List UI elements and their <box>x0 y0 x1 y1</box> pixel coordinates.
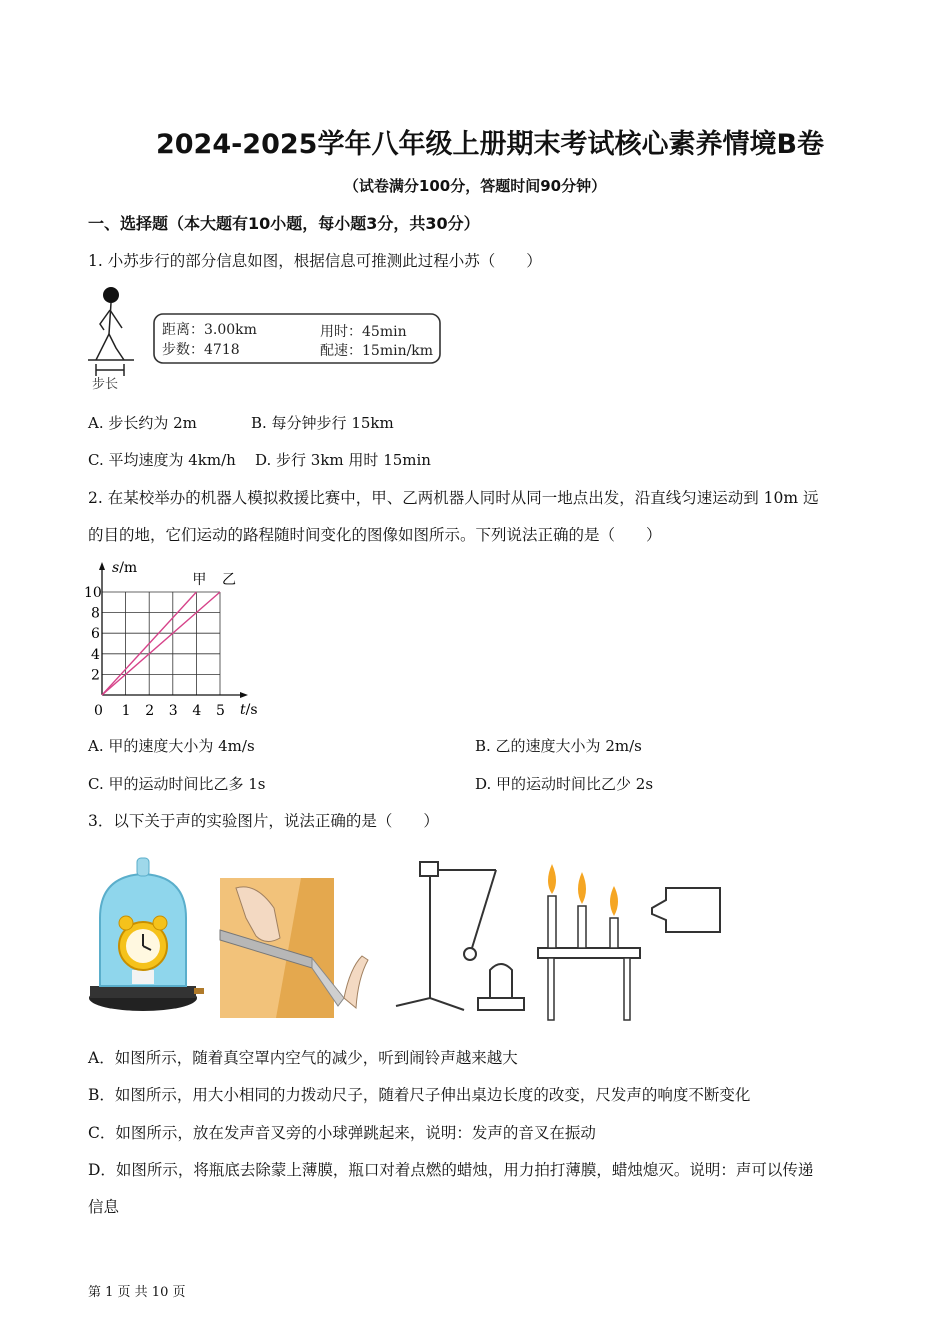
chart-ticks <box>84 585 225 719</box>
pace-text: 配速：15min/km <box>320 343 434 359</box>
y-axis-label: s/m <box>112 560 138 576</box>
steps-text: 步数：4718 <box>162 342 240 358</box>
q1-option-b: B. 每分钟步行 15km <box>251 414 394 432</box>
bell-jar-alarm-clock-icon <box>89 858 204 1011</box>
q2-stem-line2: 的目的地，它们运动的路程随时间变化的图像如图所示。下列说法正确的是（ ） <box>88 526 662 544</box>
q2-option-b: B. 乙的速度大小为 2m/s <box>475 737 642 755</box>
q2-distance-time-chart <box>84 556 270 721</box>
x-tick-label: 0 <box>94 703 103 719</box>
q1-option-a: A. 步长约为 2m <box>88 414 197 432</box>
x-tick-label: 4 <box>192 703 202 719</box>
tuning-fork-ball-icon <box>396 862 524 1010</box>
series-label-jia: 甲 <box>192 572 207 588</box>
time-text: 用时：45min <box>320 324 407 340</box>
y-tick-label: 4 <box>91 646 100 663</box>
exam-info: （试卷满分100分，答题时间90分钟） <box>343 177 607 195</box>
y-tick-label: 8 <box>91 605 100 622</box>
x-tick-label: 3 <box>168 703 178 719</box>
x-tick-label: 2 <box>145 703 155 719</box>
q3-experiment-figures <box>86 848 736 1026</box>
y-axis-arrow <box>99 562 105 570</box>
q2-stem-line1: 2. 在某校举办的机器人模拟救援比赛中，甲、乙两机器人同时从同一地点出发，沿直线匀速运动到 10m 远 <box>88 489 819 507</box>
series-label-yi: 乙 <box>222 572 236 588</box>
section-heading: 一、选择题（本大题有10小题，每小题3分，共30分） <box>88 214 480 233</box>
y-tick-label: 2 <box>91 667 100 684</box>
q3-option-d-line1: D．如图所示，将瓶底去除蒙上薄膜，瓶口对着点燃的蜡烛，用力拍打薄膜，蜡烛熄灭。说明：声可以传递 <box>88 1161 814 1179</box>
page-title: 2024-2025学年八年级上册期末考试核心素养情境B卷 <box>155 129 825 160</box>
step-length-label: 步长 <box>92 377 119 392</box>
q2-option-a: A. 甲的速度大小为 4m/s <box>88 737 255 755</box>
series-line-yi <box>102 592 220 695</box>
q2-option-d: D. 甲的运动时间比乙少 2s <box>475 775 654 793</box>
y-tick-label: 6 <box>91 626 100 643</box>
x-axis-label: t/s <box>240 702 258 718</box>
distance-text: 距离：3.00km <box>162 322 257 338</box>
q3-option-b: B．如图所示，用大小相同的力拨动尺子，随着尺子伸出桌边长度的改变，尺发声的响度不断变化 <box>88 1086 751 1104</box>
x-tick-label: 5 <box>216 703 225 719</box>
q3-option-d-line2: 信息 <box>88 1198 120 1216</box>
q1-stem: 1. 小苏步行的部分信息如图，根据信息可推测此过程小苏（ ） <box>88 252 542 270</box>
q3-option-c: C．如图所示，放在发声音叉旁的小球弹跳起来，说明：发声的音叉在振动 <box>88 1124 596 1142</box>
y-tick-label: 10 <box>84 585 102 601</box>
q1-option-d: D. 步行 3km 用时 15min <box>255 451 431 469</box>
q3-option-a: A．如图所示，随着真空罩内空气的减少，听到闹铃声越来越大 <box>88 1049 518 1067</box>
x-tick-label: 1 <box>121 703 131 719</box>
q2-option-c: C. 甲的运动时间比乙多 1s <box>88 775 266 793</box>
person-head-icon <box>103 287 119 303</box>
page-number: 第 1 页 共 10 页 <box>88 1285 186 1300</box>
x-axis-arrow <box>240 692 248 698</box>
q1-figure <box>86 284 446 396</box>
ruler-on-desk-icon <box>220 878 368 1018</box>
candles-on-table-icon <box>538 864 720 1020</box>
walking-person-icon <box>88 303 134 376</box>
q3-stem: 3．以下关于声的实验图片，说法正确的是（ ） <box>88 812 439 830</box>
q1-option-c: C. 平均速度为 4km/h <box>88 451 236 469</box>
